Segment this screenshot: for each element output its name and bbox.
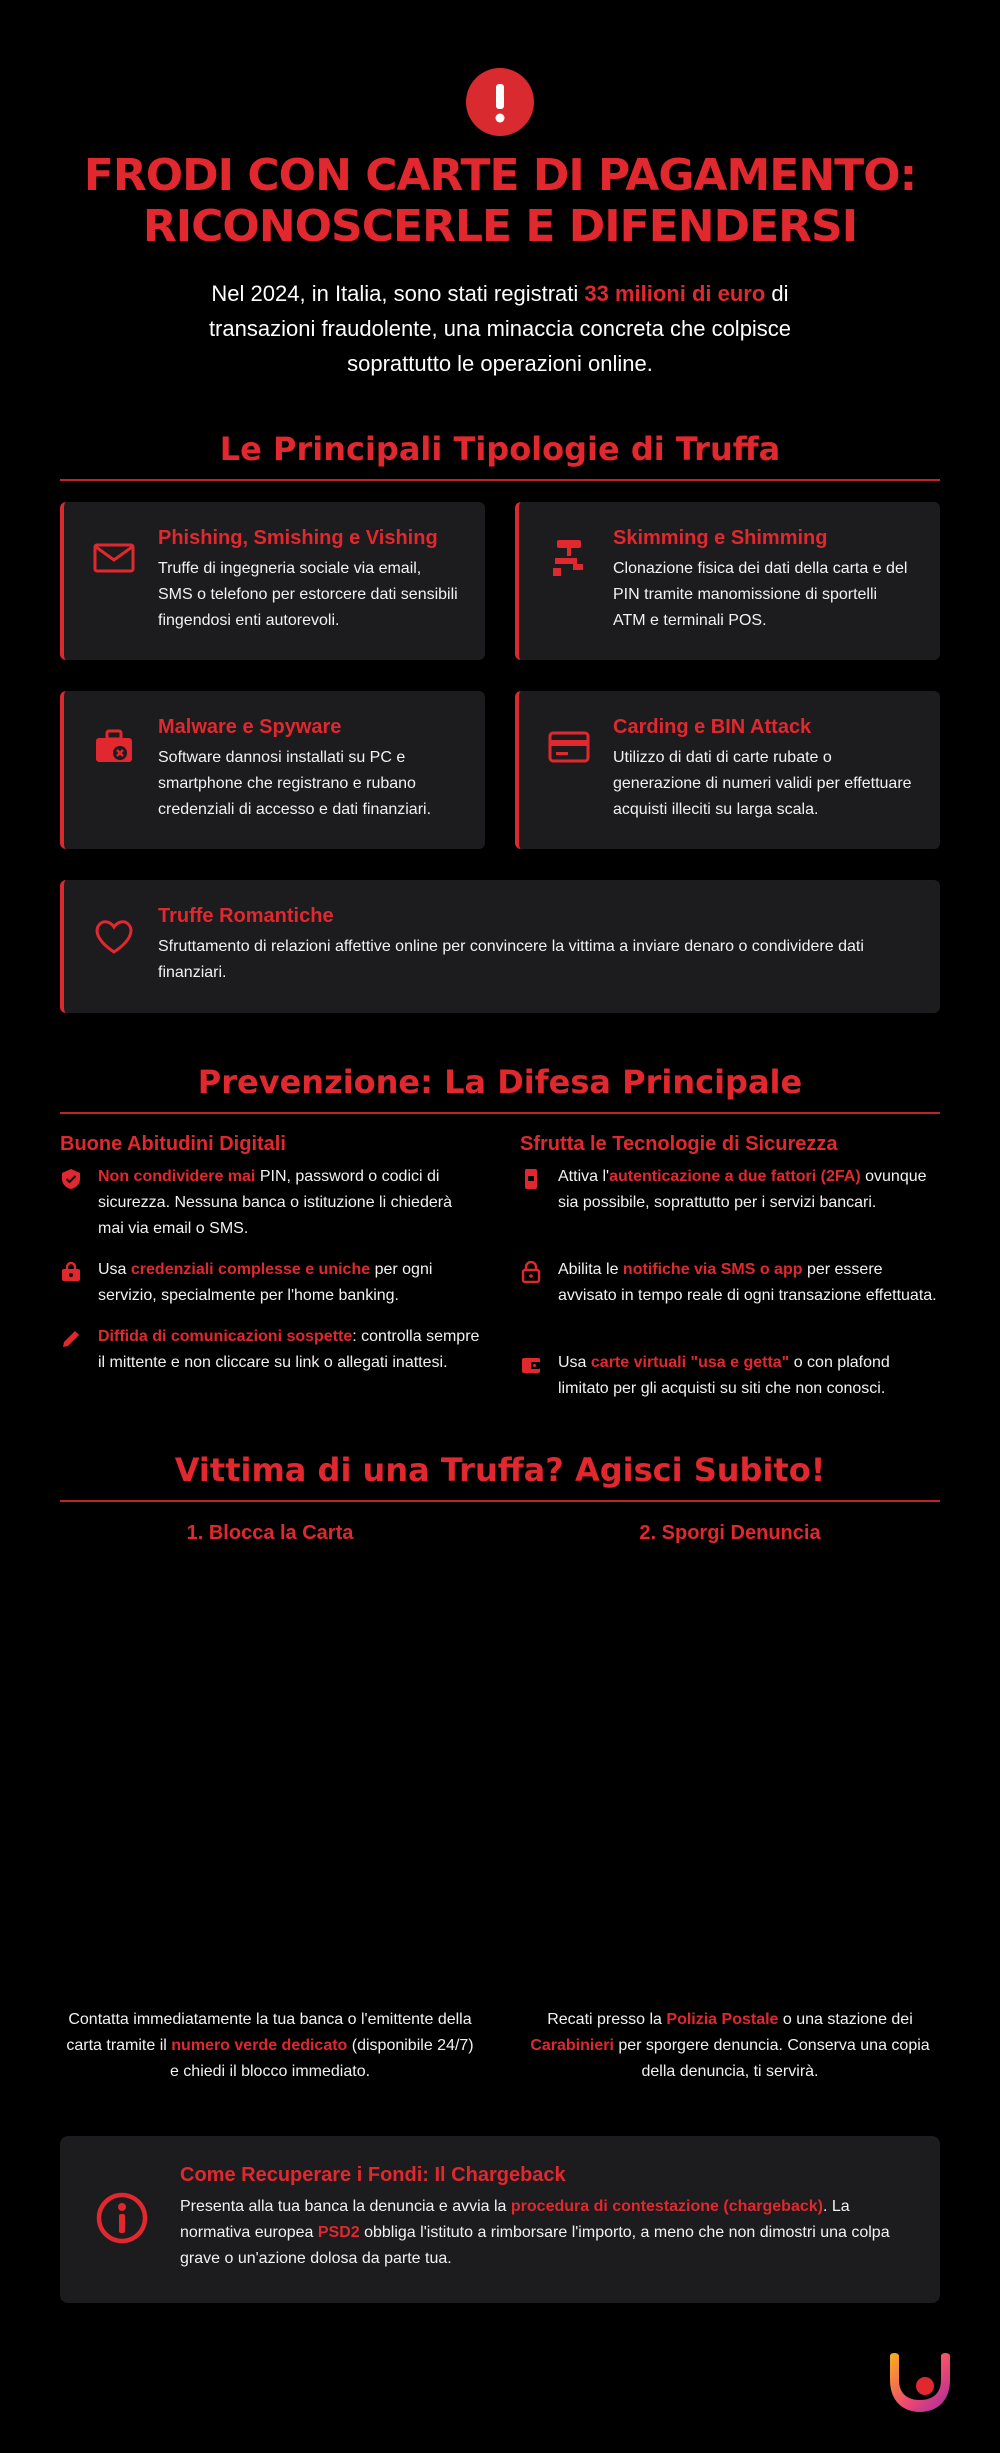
tip-notifications xyxy=(520,1257,940,1309)
info-circle-icon xyxy=(94,2190,150,2246)
step-mid: o una stazione dei xyxy=(778,2011,913,2028)
card-title: Malware e Spyware xyxy=(158,716,342,738)
card-text: Clonazione fisica dei dati della carta e del PIN tramite manomissione di sportelli ATM e terminali POS. xyxy=(613,560,908,629)
intro-highlight: 33 milioni di euro xyxy=(584,281,766,306)
fraud-types-title: Le Principali Tipologie di Truffa xyxy=(219,430,781,468)
tip-suspicious xyxy=(60,1324,480,1376)
habits-title: Buone Abitudini Digitali xyxy=(60,1133,286,1155)
envelope-icon xyxy=(92,536,136,580)
tip-pre: Usa xyxy=(558,1354,591,1371)
chargeback-title: Come Recuperare i Fondi: Il Chargeback xyxy=(180,2164,566,2186)
step-pre: Recati presso la xyxy=(547,2011,667,2028)
step-highlight: numero verde dedicato xyxy=(171,2037,348,2054)
tip-text: PIN, password o codici di sicurezza. Nessuna banca o istituzione li chiederà mai via email o SMS. xyxy=(98,1168,452,1237)
section-divider xyxy=(60,1500,940,1502)
tip-highlight: Diffida di comunicazioni sospette xyxy=(98,1328,353,1345)
step-pre: Contatta immediatamente la tua banca o l'emittente della carta tramite il xyxy=(66,2011,472,2054)
cb-pre: Presenta alla tua banca la denuncia e avvia la xyxy=(180,2198,511,2215)
heart-icon xyxy=(92,914,136,958)
card-text: Utilizzo di dati di carte rubate o generazione di numeri validi per effettuare acquisti illeciti su larga scala. xyxy=(613,749,912,818)
step-block-card-title: 1. Blocca la Carta xyxy=(186,1522,354,1544)
intro-after: di transazioni fraudolente, una minaccia concreta che colpisce soprattutto le operazioni online. xyxy=(208,281,792,376)
cb-highlight: procedura di contestazione (chargeback) xyxy=(510,2198,823,2215)
tip-no-share xyxy=(60,1164,480,1242)
skimmer-icon xyxy=(547,536,591,580)
lock-bag-icon xyxy=(60,1261,82,1283)
victim-title: Vittima di una Truffa? Agisci Subito! xyxy=(174,1451,826,1489)
chargeback-box xyxy=(60,2136,940,2303)
tip-virtual-cards xyxy=(520,1350,940,1402)
step-highlight-2: Carabinieri xyxy=(530,2037,614,2054)
intro-before: Nel 2024, in Italia, sono stati registrati xyxy=(211,281,585,306)
padlock-icon xyxy=(520,1261,542,1283)
tip-text: per ogni servizio, specialmente per l'home banking. xyxy=(98,1261,433,1304)
step-rest: per sporgere denuncia. Conserva una copia della denuncia, ti servirà. xyxy=(613,2037,930,2080)
malware-briefcase-icon xyxy=(92,725,136,769)
tip-text: : controlla sempre il mittente e non cliccare su link o allegati inattesi. xyxy=(98,1328,480,1371)
brand-u-logo-icon xyxy=(884,2346,956,2418)
card-title: Phishing, Smishing e Vishing xyxy=(158,527,438,549)
step-report-text xyxy=(520,2007,940,2085)
section-divider xyxy=(60,479,940,481)
tip-text: ovunque sia possibile, soprattutto per i servizi bancari. xyxy=(558,1168,927,1211)
tip-highlight: autenticazione a due fattori (2FA) xyxy=(609,1168,861,1185)
prevention-title: Prevenzione: La Difesa Principale xyxy=(197,1063,803,1101)
card-title: Carding e BIN Attack xyxy=(613,716,812,738)
wallet-icon xyxy=(520,1354,542,1376)
title-line-2: RICONOSCERLE E DIFENDERSI xyxy=(142,201,858,252)
tip-pre: Attiva l' xyxy=(558,1168,610,1185)
page-title xyxy=(40,150,960,252)
step-block-card-text xyxy=(60,2007,480,2085)
exclamation-circle-icon xyxy=(466,68,534,136)
tip-highlight: carte virtuali "usa e getta" xyxy=(590,1354,790,1371)
fraud-card-skimming xyxy=(515,502,940,660)
cb-rest: obbliga l'istituto a rimborsare l'importo, a meno che non dimostri una colpa grave o un'azione dolosa da parte tua. xyxy=(180,2224,890,2267)
tip-text: per essere avvisato in tempo reale di ogni transazione effettuata. xyxy=(558,1261,937,1304)
card-title: Truffe Romantiche xyxy=(158,905,334,927)
fraud-card-romance xyxy=(60,880,940,1013)
fraud-card-carding xyxy=(515,691,940,849)
tip-text: o con plafond limitato per gli acquisti su siti che non conosci. xyxy=(558,1354,890,1397)
card-title: Skimming e Shimming xyxy=(613,527,828,549)
step-highlight: Polizia Postale xyxy=(666,2011,779,2028)
tip-credentials xyxy=(60,1257,480,1309)
cb-highlight-2: PSD2 xyxy=(317,2224,360,2241)
phone-lock-icon xyxy=(520,1168,542,1190)
step-rest: (disponibile 24/7) e chiedi il blocco immediato. xyxy=(169,2037,474,2080)
tip-2fa xyxy=(520,1164,940,1216)
fraud-card-phishing xyxy=(60,502,485,660)
step-report-title: 2. Sporgi Denuncia xyxy=(639,1522,821,1544)
card-text: Software dannosi installati su PC e smartphone che registrano e rubano credenziali di accesso e dati finanziari. xyxy=(158,749,432,818)
section-divider xyxy=(60,1112,940,1114)
tip-pre: Usa xyxy=(98,1261,131,1278)
tip-highlight: credenziali complesse e uniche xyxy=(130,1261,371,1278)
pencil-icon xyxy=(60,1328,82,1350)
shield-check-icon xyxy=(60,1168,82,1190)
tip-highlight: Non condividere mai xyxy=(98,1168,256,1185)
intro-text xyxy=(160,276,840,381)
card-text: Truffe di ingegneria sociale via email, SMS o telefono per estorcere dati sensibili fingendosi enti autorevoli. xyxy=(158,560,458,629)
chargeback-text xyxy=(180,2194,900,2272)
tech-title: Sfrutta le Tecnologie di Sicurezza xyxy=(520,1133,838,1155)
tip-highlight: notifiche via SMS o app xyxy=(622,1261,803,1278)
fraud-card-malware xyxy=(60,691,485,849)
card-text: Sfruttamento di relazioni affettive online per convincere la vittima a inviare denaro o condividere dati finanziari. xyxy=(158,938,864,981)
tip-pre: Abilita le xyxy=(558,1261,623,1278)
cb-mid: . La normativa europea xyxy=(180,2198,850,2241)
title-line-1: FRODI CON CARTE DI PAGAMENTO: xyxy=(83,150,917,201)
credit-card-icon xyxy=(547,725,591,769)
